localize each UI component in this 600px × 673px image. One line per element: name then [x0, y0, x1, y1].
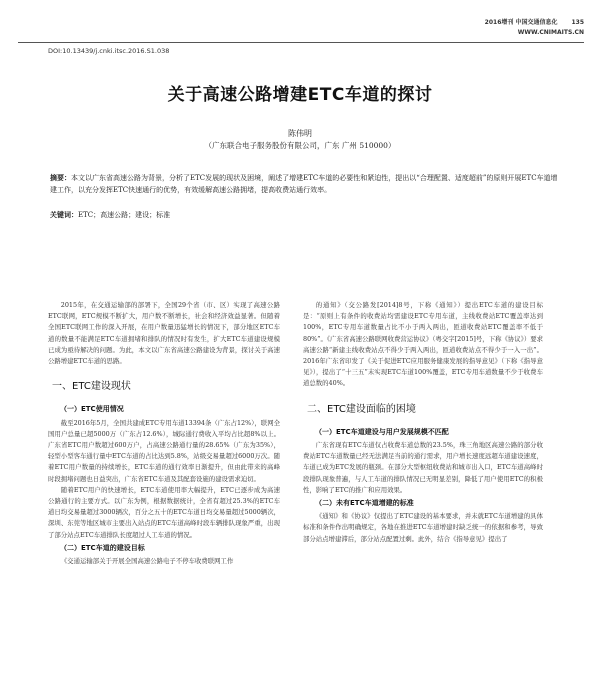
page-number: 135	[571, 19, 584, 26]
keywords	[50, 210, 564, 220]
left-column	[48, 300, 280, 567]
affiliation: （广东联合电子服务股份有限公司，广东 广州 510000）	[204, 141, 396, 150]
subsection-heading: （一）ETC使用情况	[60, 405, 124, 414]
running-header	[485, 18, 584, 38]
body-paragraph: 《交通运输部关于开展全国高速公路电子不停车收费联网工作	[60, 557, 234, 566]
abstract-label: 摘要：	[50, 174, 71, 182]
issue-label: 2016增刊 中国交通信息化	[484, 19, 558, 26]
subsection-heading: （二）未有ETC车道增建的标准	[315, 499, 414, 508]
subsection-heading: （一）ETC车道建设与用户发展规模不匹配	[315, 427, 449, 436]
body-paragraph: 截至2016年5月，全国共建成ETC专用车道13394条（广东占12%），联网全国用户总量已超5000万（广东占12.6%），城际通行费收入平均占比超8%以上。广东省ETC用户数超过600万户，占高速公路通行量的28.65%（广东为35%），轻型小型客车通行量中ETC车道的占比达到5.8%，站级交易量超过6000万次。随着ETC用户数量的持续增长，ETC车道的通行效率日渐提升，但由此带来的高峰时段拥堵问题也日益突出，广东省ETC车道及其配套设施的建设需求迫切。	[48, 418, 280, 483]
body-paragraph: 《通知》和《协议》仅提出了ETC建设的基本要求，并未就ETC车道增建的具体标准和条件作出明确规定，各地在推进ETC车道增建时缺乏统一的依据和参考，导致部分站点增建滞后，部分站点配置过剩。此外，结合《指导意见》提出了	[303, 512, 543, 543]
author: 陈伟明	[288, 129, 312, 138]
section-heading: 一、ETC建设现状	[52, 381, 131, 393]
header-divider	[18, 42, 584, 43]
keywords-text: ETC；高速公路；建设；标准	[78, 211, 171, 219]
doi: DOI:10.13439/j.cnki.itsc.2016.S1.038	[48, 47, 170, 55]
section-heading: 二、ETC建设面临的困境	[307, 403, 416, 415]
keywords-label: 关键词：	[50, 211, 78, 219]
body-paragraph: 广东省现有ETC车道仅占收费车道总数的23.5%，珠三角地区高速公路的部分收费站ETC车道数量已经无法满足当前的通行需求，用户增长速度远超车道建设速度，车道已成为ETC发展的瓶颈。在部分大型枢纽收费站和城市出入口，ETC车道高峰时段排队现象普遍，与人工车道的排队情况已无明显差别，降低了用户使用ETC的积极性，影响了ETC的推广和应用效果。	[303, 441, 543, 494]
abstract	[50, 172, 564, 196]
article-title: 关于高速公路增建ETC车道的探讨	[167, 85, 433, 105]
website-label: WWW.CNIMAITS.CN	[517, 29, 584, 36]
body-paragraph: 随着ETC用户的快速增长，ETC车道使用率大幅提升，ETC已逐步成为高速公路通行的主要方式。以广东为例，根据数据统计，全省有超过25.3%的ETC车道日均交易量超过3000辆次，百分之五十的ETC车道日均交易量超过5000辆次，深圳、东莞等地区城市主要出入站点的ETC车道高峰时段车辆排队现象严重，出现了部分站点ETC车道排队长度超过人工车道的情况。	[48, 485, 280, 539]
subsection-heading: （二）ETC车道的建设目标	[60, 543, 145, 552]
right-column	[303, 300, 543, 545]
body-paragraph: 的通知》（交公路发[2014]8号，下称《通知》）提出ETC车道的建设目标是：“原则上有条件的收费站均需建设ETC专用车道，主线收费站ETC覆盖率达到100%，ETC专用车道数量占比不小于两入两出，匝道收费站ETC覆盖率不低于80%”。《广东省高速公路联网收费营运协议》（粤交字[2015]号，下称《协议》）要求高速公路“新建主线收费站点不得少于两入两出，匝道收费站点不得少于一入一出”。2016年广东省印发了《关于促进ETC应用服务健康发展的指导意见》（下称《指导意见》），提出了“十三五”末实现ETC车道100%覆盖，ETC专用车道数量不少于收费车道总数的40%。	[303, 301, 544, 388]
body-paragraph: 2015年，在交通运输部的部署下，全国29个省（市、区）实现了高速公路ETC联网，ETC规模不断扩大，用户数不断增长，社会和经济效益显著。但随着全国ETC联网工作的深入开展，在用户数量迅猛增长的情况下，部分地区ETC车道的数量不能满足ETC车道拥堵和排队的情况时有发生，扩大ETC车道建设规模已成为亟待解决的问题。为此，本文以广东省高速公路建设为背景，探讨关于高速公路增建ETC车道的思路。	[48, 301, 280, 366]
abstract-text: 本文以广东省高速公路为背景，分析了ETC发展的现状及困境，阐述了增建ETC车道的必要性和紧迫性，提出以“合理配置、适度超前”的原则开展ETC车道增建工作，以充分发挥ETC快速通行的优势，有效缓解高速公路拥堵，提高收费站通行效率。	[50, 174, 558, 194]
